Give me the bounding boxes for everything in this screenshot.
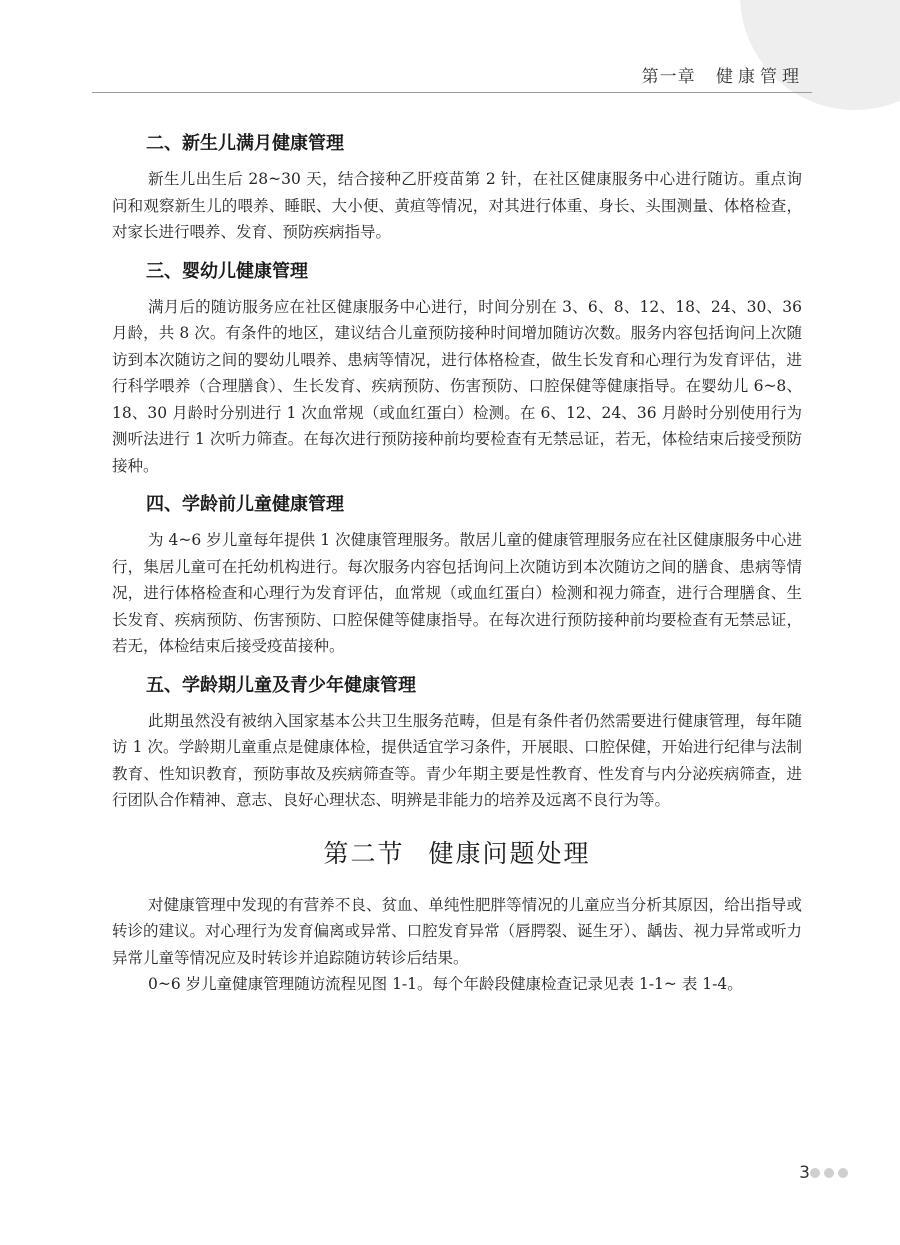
paragraph: 对健康管理中发现的有营养不良、贫血、单纯性肥胖等情况的儿童应当分析其原因，给出指导或转诊的建议。对心理行为发育偏离或异常、口腔发育异常（唇腭裂、诞生牙）、龋齿、视力异常或听力异常儿童等情况应及时转诊并追踪随访转诊后结果。: [112, 895, 802, 967]
section-heading: 二、新生儿满月健康管理: [146, 133, 344, 154]
corner-decoration: [740, 0, 900, 110]
paragraph: 新生儿出生后 28~30 天，结合接种乙肝疫苗第 2 针，在社区健康服务中心进行随访。重点询问和观察新生儿的喂养、睡眠、大小便、黄疸等情况，对其进行体重、身长、头围测量、体格检查，对家长进行喂养、发育、预防疾病指导。: [112, 170, 802, 241]
page-number: 3: [799, 1163, 810, 1183]
paragraph: 此期虽然没有被纳入国家基本公共卫生服务范畴，但是有条件者仍然需要进行健康管理，每年随访 1 次。学龄期儿童重点是健康体检，提供适宜学习条件，开展眼、口腔保健，开始进行纪律与法制教育、性知识教育，预防事故及疾病筛查等。青少年期主要是性教育、性发育与内分泌疾病筛查，进行团队合作精神、意志、良好心理状态、明辨是非能力的培养及远离不良行为等。: [112, 711, 802, 809]
page-number-dots: [810, 1168, 848, 1178]
chapter-title: 健康管理: [716, 67, 804, 87]
node-name: 健康问题处理: [428, 838, 591, 868]
section-heading: 四、学龄前儿童健康管理: [146, 494, 344, 515]
section-newborn: [112, 126, 802, 246]
paragraph: 0~6 岁儿童健康管理随访流程见图 1-1。每个年龄段健康检查记录见表 1-1~ 表 1-4。: [148, 975, 743, 993]
section-heading: 五、学龄期儿童及青少年健康管理: [146, 674, 416, 696]
section-preschool: [112, 487, 802, 660]
decorative-dot: [824, 1168, 834, 1178]
page-body: [112, 126, 802, 998]
header-divider: [92, 92, 812, 93]
paragraph: 为 4~6 岁儿童每年提供 1 次健康管理服务。散居儿童的健康管理服务应在社区健康服务中心进行，集居儿童可在托幼机构进行。每次服务内容包括询问上次随访到本次随访之间的膳食、患病等情况，进行体格检查和心理行为发育评估，血常规（或血红蛋白）检测和视力筛查，进行合理膳食、生长发育、疾病预防、伤害预防、口腔保健等健康指导。在每次进行预防接种前均要检查有无禁忌证，若无，体检结束后接受疫苗接种。: [112, 531, 802, 655]
section-heading: 三、婴幼儿健康管理: [146, 260, 308, 282]
node-title: [112, 834, 802, 870]
section-school-age: [112, 668, 802, 814]
decorative-dot: [838, 1168, 848, 1178]
node-number: 第二节: [323, 838, 405, 868]
chapter-number: 第一章: [641, 67, 696, 87]
running-header: [642, 62, 804, 87]
section-infant: [112, 254, 802, 480]
decorative-dot: [810, 1168, 820, 1178]
paragraph: 满月后的随访服务应在社区健康服务中心进行，时间分别在 3、6、8、12、18、24、30、36 月龄，共 8 次。有条件的地区，建议结合儿童预防接种时间增加随访次数。服务内容包括询问上次随访到本次随访之间的婴幼儿喂养、患病等情况，进行体格检查，做生长发育和心理行为发育评估，进行科学喂养（合理膳食）、生长发育、疾病预防、伤害预防、口腔保健等健康指导。在婴幼儿 6~8、18、30 月龄时分别进行 1 次血常规（或血红蛋白）检测。在 6、12、24、36 月龄时分别使用行为测听法进行 1 次听力筛查。在每次进行预防接种前均要检查有无禁忌证，若无，体检结束后接受预防接种。: [112, 297, 803, 475]
